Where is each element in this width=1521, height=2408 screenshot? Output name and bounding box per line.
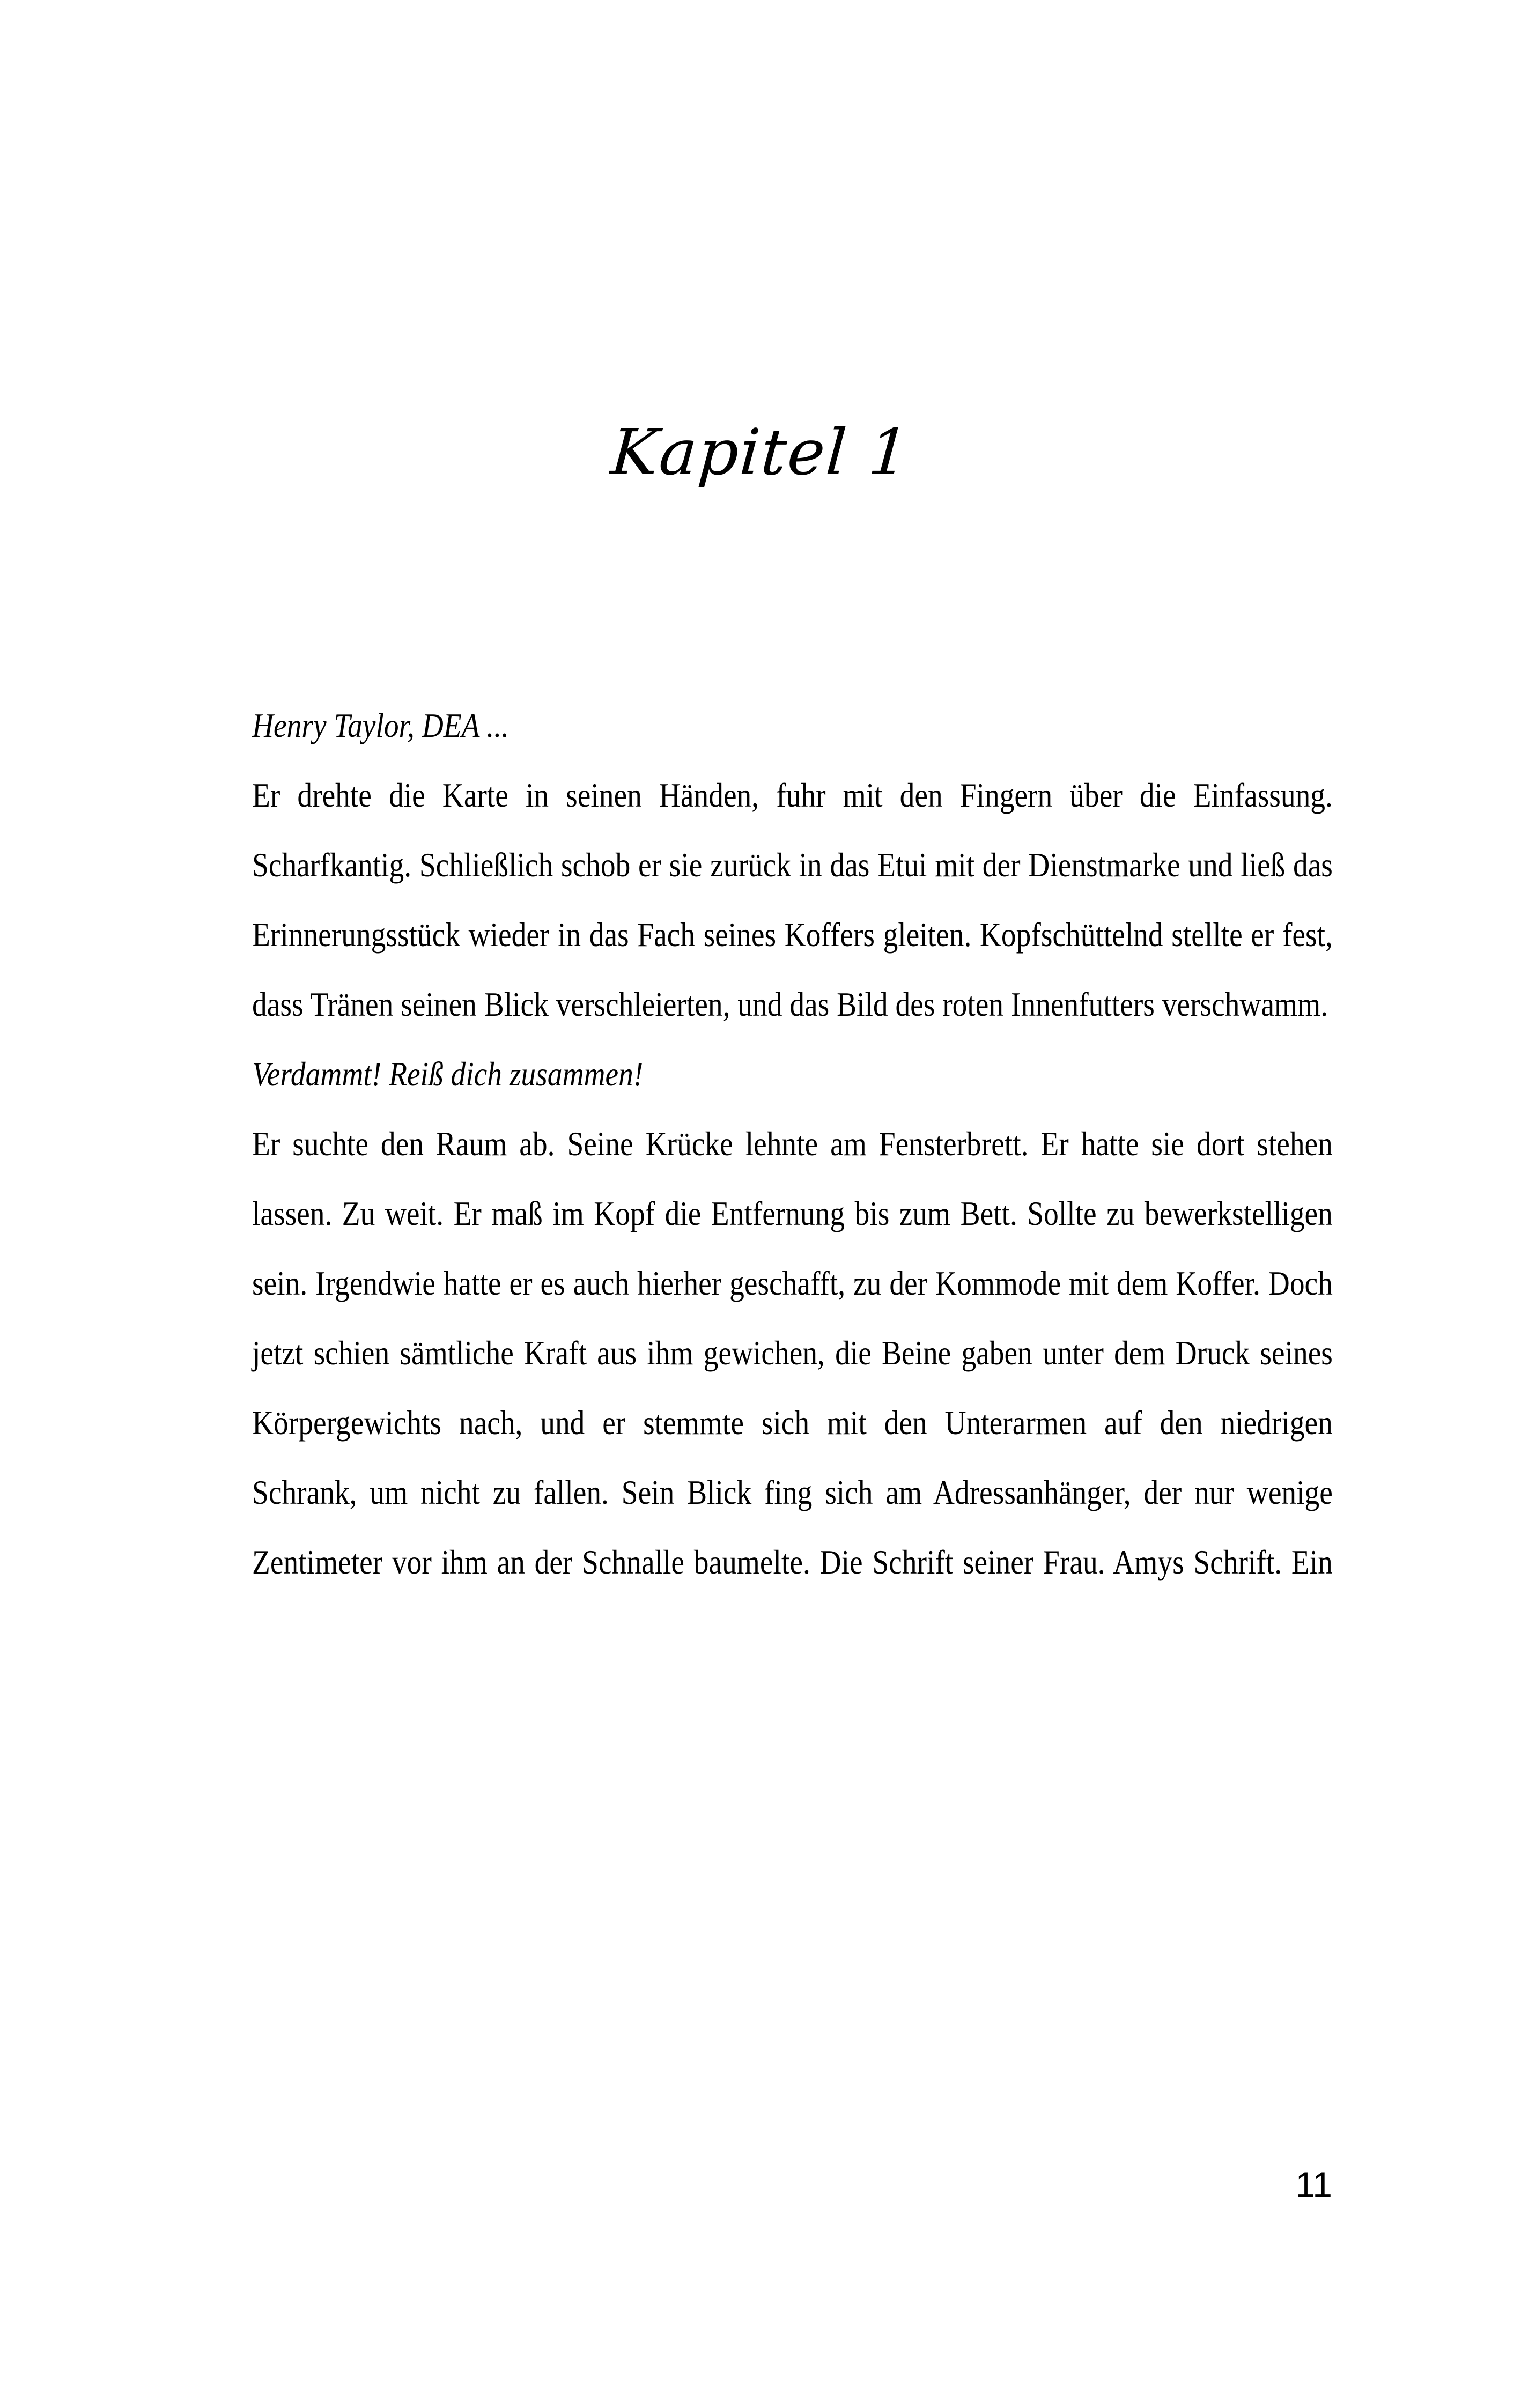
paragraph-attribution: Henry Taylor, DEA ... bbox=[252, 707, 509, 744]
paragraph-body-2: Er suchte den Raum ab. Seine Krücke lehnte am Fensterbrett. Er hatte sie dort stehen lassen. Zu weit. Er maß im Kopf die Entfernung bis zum Bett. Sollte zu bewerkstelligen sein. Irgendwie hatte er es auch hierher geschafft, zu der Kommode mit dem Koffer. Doch jetzt schien sämtliche Kraft aus ihm gewichen, die Beine gaben unter dem Druck seines Körpergewichts nach, und er stemmte sich mit den Unterarmen auf den niedrigen Schrank, um nicht zu fallen. Sein Blick fing sich am Adressanhänger, der nur wenige Zentimeter vor ihm an der Schnalle baumelte. Die Schrift seiner Frau. Amys Schrift. Ein bbox=[252, 1125, 1333, 1581]
paragraph-inner-thought: Verdammt! Reiß dich zusammen! bbox=[252, 1055, 644, 1093]
paragraph-body-1: Er drehte die Karte in seinen Händen, fuhr mit den Fingern über die Einfassung. Scharfkantig. Schließlich schob er sie zurück in das Etui mit der Dienstmarke und ließ das Erinnerungsstück wieder in das Fach seines Koffers gleiten. Kopfschüttelnd stellte er fest, dass Tränen seinen Blick verschleierten, und das Bild des roten Innenfutters verschwamm. bbox=[252, 777, 1333, 1023]
body-text-block bbox=[252, 691, 1333, 1667]
page-number: 11 bbox=[1295, 2165, 1332, 2204]
chapter-heading: Kapitel 1 bbox=[608, 415, 913, 490]
